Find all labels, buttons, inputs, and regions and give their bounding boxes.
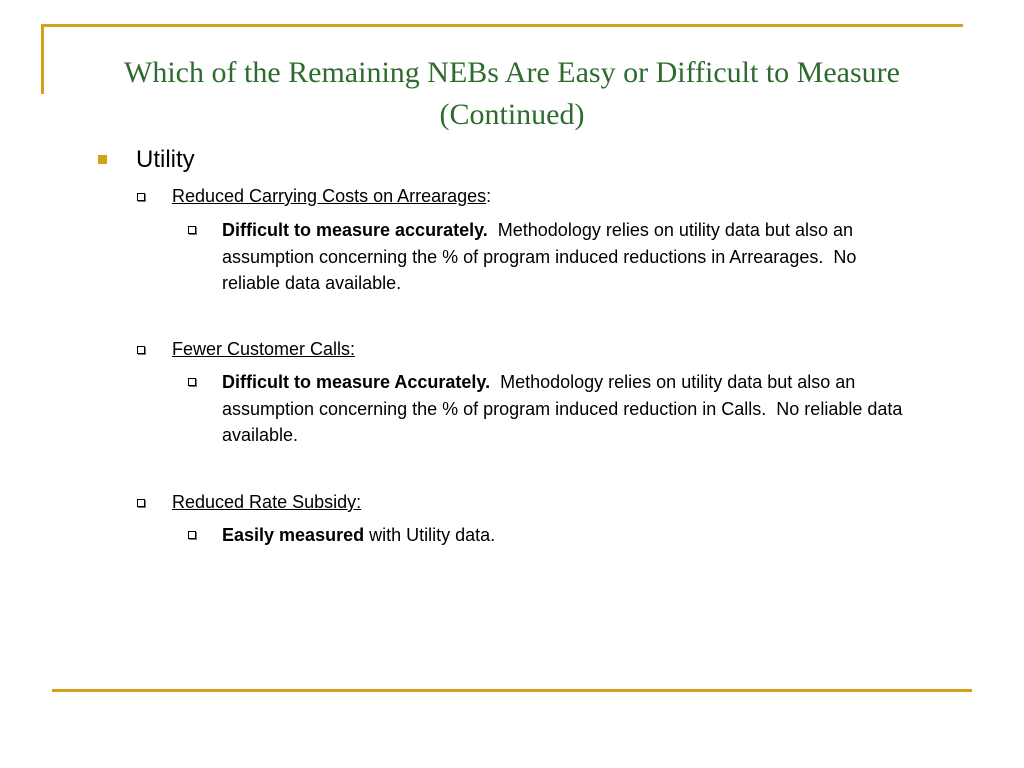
hollow-square-bullet-icon	[188, 378, 196, 386]
title-line-2: (Continued)	[439, 98, 585, 131]
label-customer-calls: Fewer Customer Calls:	[172, 339, 356, 359]
hollow-square-bullet-icon	[188, 226, 196, 234]
square-bullet-icon	[98, 155, 107, 164]
hollow-square-bullet-icon	[137, 193, 145, 201]
detail-rate-subsidy	[188, 522, 908, 549]
slide-title	[60, 52, 964, 136]
detail-bold: Difficult to measure accurately.	[222, 220, 488, 240]
detail-carrying-costs	[188, 217, 908, 297]
label-rate-subsidy: Reduced Rate Subsidy:	[172, 492, 362, 512]
detail-customer-calls	[188, 369, 908, 449]
hollow-square-bullet-icon	[137, 499, 145, 507]
detail-text: Methodology relies on utility data but also an assumption concerning the % of program induced reduction in Calls. No reliable data available.	[222, 372, 908, 445]
label-suffix: :	[486, 186, 492, 206]
detail-bold: Easily measured	[222, 525, 365, 545]
title-line-1: Which of the Remaining NEBs Are Easy or Difficult to Measure	[124, 56, 900, 89]
label-carrying-costs: Reduced Carrying Costs on Arrearages	[172, 186, 487, 206]
left-rule	[41, 24, 44, 94]
heading-utility: Utility	[136, 146, 195, 173]
hollow-square-bullet-icon	[188, 531, 196, 539]
detail-bold: Difficult to measure Accurately.	[222, 372, 491, 392]
top-rule	[41, 24, 963, 27]
hollow-square-bullet-icon	[137, 346, 145, 354]
detail-text: Methodology relies on utility data but also an assumption concerning the % of program induced reductions in Arrearages. No reliable data available.	[222, 220, 862, 293]
detail-text: with Utility data.	[364, 525, 496, 545]
bottom-rule	[52, 689, 972, 692]
